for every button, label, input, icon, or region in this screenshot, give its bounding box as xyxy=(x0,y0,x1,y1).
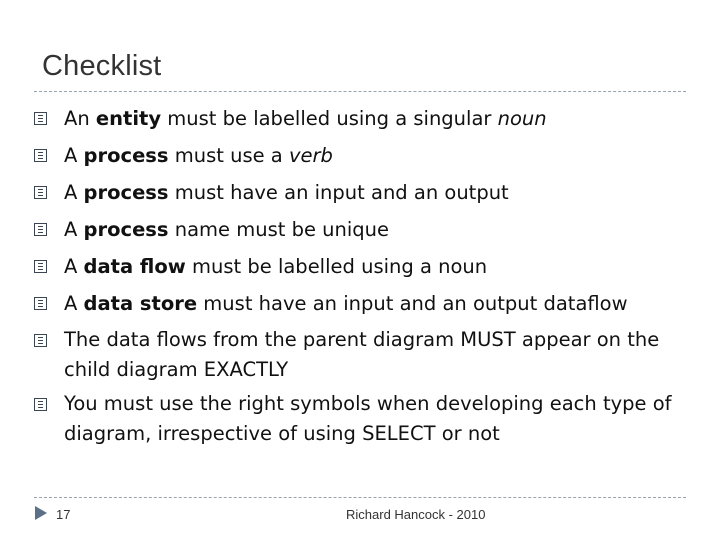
square-bullet-icon xyxy=(34,137,64,174)
bullet-list xyxy=(34,100,694,453)
list-item xyxy=(34,285,694,322)
bullet-text xyxy=(64,285,694,322)
bold-term: process xyxy=(83,181,169,204)
list-item xyxy=(34,389,694,449)
footer-divider xyxy=(34,497,686,498)
square-bullet-icon xyxy=(34,100,64,137)
page-number: 17 xyxy=(56,507,71,522)
square-bullet-icon xyxy=(34,248,64,285)
text-run: An xyxy=(64,107,96,130)
text-run: A xyxy=(64,218,84,241)
italic-term: noun xyxy=(497,107,547,130)
footer-author: Richard Hancock - 2010 xyxy=(346,507,486,522)
list-item xyxy=(34,325,694,385)
text-run: A xyxy=(64,144,84,167)
bold-term: entity xyxy=(95,107,162,130)
square-bullet-icon xyxy=(34,389,64,419)
bold-term: process xyxy=(83,144,169,167)
square-bullet-icon xyxy=(34,174,64,211)
square-bullet-icon xyxy=(34,285,64,322)
list-item xyxy=(34,137,694,174)
bullet-text xyxy=(64,389,694,449)
text-run: must be labelled using a noun xyxy=(185,255,488,278)
square-bullet-icon xyxy=(34,211,64,248)
text-run: The data flows from the parent diagram MUST appear on the child diagram EXACTLY xyxy=(64,328,660,381)
list-item xyxy=(34,174,694,211)
bold-term: data store xyxy=(83,292,198,315)
bold-term: process xyxy=(83,218,169,241)
text-run: You must use the right symbols when developing each type of diagram, irrespective of using SELECT or not xyxy=(64,392,672,445)
bullet-text xyxy=(64,100,694,137)
list-item xyxy=(34,248,694,285)
text-run: must use a xyxy=(168,144,289,167)
text-run: A xyxy=(64,255,84,278)
triangle-arrow-icon xyxy=(34,505,48,526)
bullet-text xyxy=(64,248,694,285)
bullet-text xyxy=(64,325,694,385)
text-run: name must be unique xyxy=(168,218,390,241)
list-item xyxy=(34,100,694,137)
list-item xyxy=(34,211,694,248)
text-run: A xyxy=(64,181,84,204)
bold-term: data flow xyxy=(83,255,186,278)
square-bullet-icon xyxy=(34,325,64,355)
bullet-text xyxy=(64,174,694,211)
slide-title: Checklist xyxy=(42,50,162,82)
bullet-text xyxy=(64,137,694,174)
italic-term: verb xyxy=(288,144,333,167)
text-run: must have an input and an output xyxy=(168,181,509,204)
text-run: A xyxy=(64,292,84,315)
text-run: must be labelled using a singular xyxy=(161,107,498,130)
title-divider xyxy=(34,91,686,92)
bullet-text xyxy=(64,211,694,248)
text-run: must have an input and an output dataflow xyxy=(197,292,628,315)
